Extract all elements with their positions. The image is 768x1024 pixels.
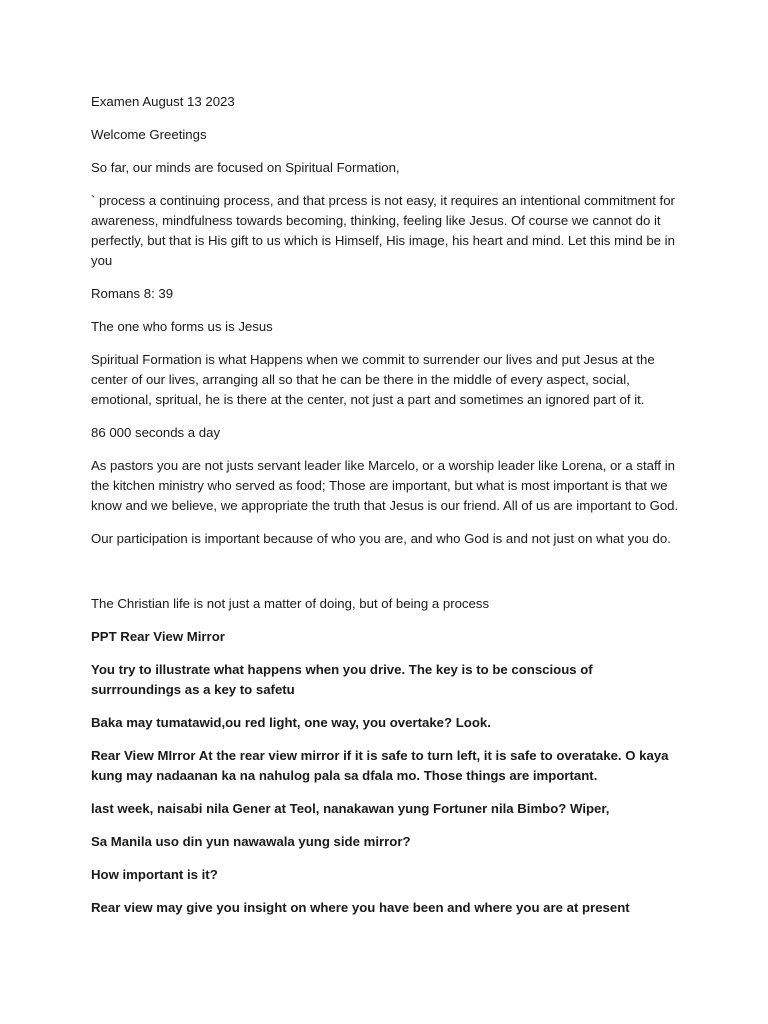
scripture-reference: Romans 8: 39 [91,286,174,301]
insight-line: Rear view may give you insight on where you have been and where you are at present [91,900,630,915]
manila-line: Sa Manila uso din yun nawawala yung side mirror? [91,834,411,849]
participation-paragraph: Our participation is important because of who you are, and who God is and not just on what you do. [91,531,671,546]
how-important-line: How important is it? [91,867,218,882]
welcome-line: Welcome Greetings [91,127,207,142]
illustrate-paragraph: You try to illustrate what happens when you drive. The key is to be conscious of surrroundings as a key to safetu [91,662,593,697]
pastors-paragraph: As pastors you are not justs servant leader like Marcelo, or a worship leader like Lorena, or a staff in the kitchen ministry who served as food; Those are important, but what is most important is that we know and we believe, we appropriate the truth that Jesus is our friend. All of us are important to God. [91,458,679,513]
focus-line: So far, our minds are focused on Spiritual Formation, [91,160,400,175]
baka-line: Baka may tumatawid,ou red light, one way, you overtake? Look. [91,715,491,730]
document-title: Examen August 13 2023 [91,94,235,109]
process-paragraph: ` process a continuing process, and that prcess is not easy, it requires an intentional commitment for awareness, mindfulness towards becoming, thinking, feeling like Jesus. Of course we cannot do it perfectly, but that is His gift to us which is Himself, His image, his heart and mind. Let this mind be in you [91,193,675,268]
rear-view-paragraph: Rear View MIrror At the rear view mirror if it is safe to turn left, it is safe to overatake. O kaya kung may nadaanan ka na nahulog pala sa dfala mo. Those things are important. [91,748,669,783]
last-week-line: last week, naisabi nila Gener at Teol, nanakawan yung Fortuner nila Bimbo? Wiper, [91,801,610,816]
formation-paragraph: Spiritual Formation is what Happens when we commit to surrender our lives and put Jesus at the center of our lives, arranging all so that he can be there in the middle of every aspect, social, emotional, spritual, he is there at the center, not just a part and sometimes an ignored part of it. [91,352,655,407]
ppt-heading: PPT Rear View Mirror [91,629,225,644]
document-body [91,92,681,931]
seconds-line: 86 000 seconds a day [91,425,221,440]
blank-line [91,562,681,594]
forms-line: The one who forms us is Jesus [91,319,273,334]
christian-life-line: The Christian life is not just a matter of doing, but of being a process [91,596,490,611]
